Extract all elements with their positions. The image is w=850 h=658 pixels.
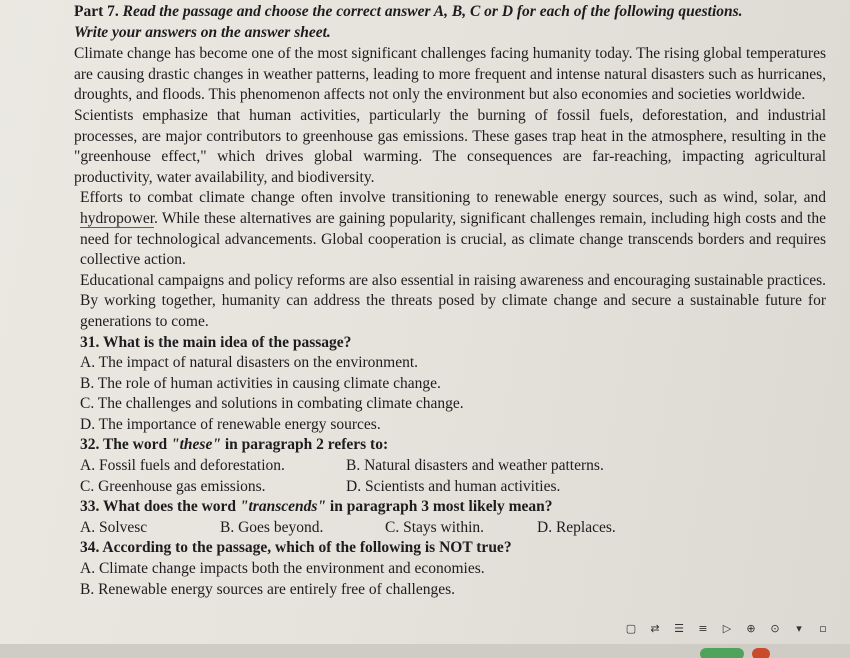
passage-paragraph-1: Climate change has become one of the most significant challenges facing humanity today. The rising global temperatures are causing drastic changes in weather patterns, leading to more frequent and intense natural disasters such as hurricanes, droughts, and floods. This phenomenon affects not only the environment but also economies and societies worldwide. <box>74 45 826 104</box>
q33-quoted-word: "transcends" <box>239 498 327 516</box>
q32-option-a: A. Fossil fuels and deforestation. <box>80 457 285 475</box>
question-31: 31. What is the main idea of the passage? <box>80 333 352 351</box>
question-32 <box>74 435 826 456</box>
part-heading <box>74 2 826 23</box>
q31-option-a: A. The impact of natural disasters on the environment. <box>80 354 419 372</box>
q32-prompt-end: in paragraph 2 refers to: <box>220 436 389 454</box>
q33-options-row <box>74 518 826 539</box>
q33-option-a: A. Solvesc <box>80 518 148 536</box>
q31-option-c: C. The challenges and solutions in combating climate change. <box>80 395 464 413</box>
dropdown-icon[interactable]: ▾ <box>796 621 802 635</box>
q33-option-d: D. Replaces. <box>537 518 616 536</box>
q33-option-c: C. Stays within. <box>385 518 485 536</box>
instruction-line-2: Write your answers on the answer sheet. <box>74 23 331 41</box>
green-tab-decoration <box>700 648 744 658</box>
q33-prompt-start: 33. What does the word <box>80 498 240 516</box>
paragraph-3-text-end: . While these alternatives are gaining popularity, significant challenges remain, including high costs and the need for technological advancements. Global cooperation is crucial, as climate change transcends borders and requires collective action. <box>80 209 826 269</box>
document-icon[interactable]: ☰ <box>674 621 684 635</box>
paragraph-3-text-start: Efforts to combat climate change often involve transitioning to renewable energy sources, such as wind, solar, and <box>80 189 826 207</box>
q33-prompt-end: in paragraph 3 most likely mean? <box>326 498 553 516</box>
viewer-toolbar <box>625 618 829 638</box>
red-tab-decoration <box>752 648 770 658</box>
q32-quoted-word: "these" <box>171 436 221 454</box>
passage-paragraph-4: Educational campaigns and policy reforms are also essential in raising awareness and encouraging sustainable practices. By working together, humanity can address the threats posed by climate change and secure a sustainable future for generations to come. <box>80 271 826 330</box>
q32-prompt-start: 32. The word <box>80 436 172 454</box>
q32-option-c: C. Greenhouse gas emissions. <box>80 477 266 495</box>
worksheet-content <box>74 2 826 600</box>
more-icon[interactable]: ▫ <box>819 621 827 635</box>
q33-option-b: B. Goes beyond. <box>220 518 324 536</box>
passage-paragraph-2: Scientists emphasize that human activities, particularly the burning of fossil fuels, deforestation, and industrial processes, are major contributors to greenhouse gas emissions. These gases trap heat in the atmosphere, resulting in the "greenhouse effect," which drives global warming. The consequences are far-reaching, impacting agricultural productivity, water availability, and biodiversity. <box>74 106 826 186</box>
q32-options-row-1 <box>74 456 826 477</box>
globe-icon[interactable]: ⊕ <box>746 621 756 635</box>
part-label: Part 7. <box>74 3 119 20</box>
underlined-word-hydropower: hydropower <box>80 209 155 227</box>
question-33 <box>74 497 826 518</box>
passage-paragraph-3 <box>74 188 826 270</box>
q32-option-b: B. Natural disasters and weather patterns. <box>346 457 604 475</box>
question-34: 34. According to the passage, which of the following is NOT true? <box>80 539 512 557</box>
q34-option-a: A. Climate change impacts both the environment and economies. <box>80 560 485 578</box>
q32-option-d: D. Scientists and human activities. <box>346 477 561 495</box>
q31-option-d: D. The importance of renewable energy sources. <box>80 415 381 433</box>
translate-icon[interactable]: ⇄ <box>650 621 660 635</box>
photo-icon[interactable]: ▢ <box>625 621 637 635</box>
instruction-line-1: Read the passage and choose the correct answer A, B, C or D for each of the following questions. <box>118 3 743 20</box>
q31-option-b: B. The role of human activities in causing climate change. <box>80 374 441 392</box>
timer-icon[interactable]: ⊙ <box>770 621 780 635</box>
list-icon[interactable]: ≡ <box>698 621 708 635</box>
q32-options-row-2 <box>74 477 826 498</box>
q34-option-b: B. Renewable energy sources are entirely free of challenges. <box>80 580 455 598</box>
play-icon[interactable]: ▷ <box>722 621 732 635</box>
